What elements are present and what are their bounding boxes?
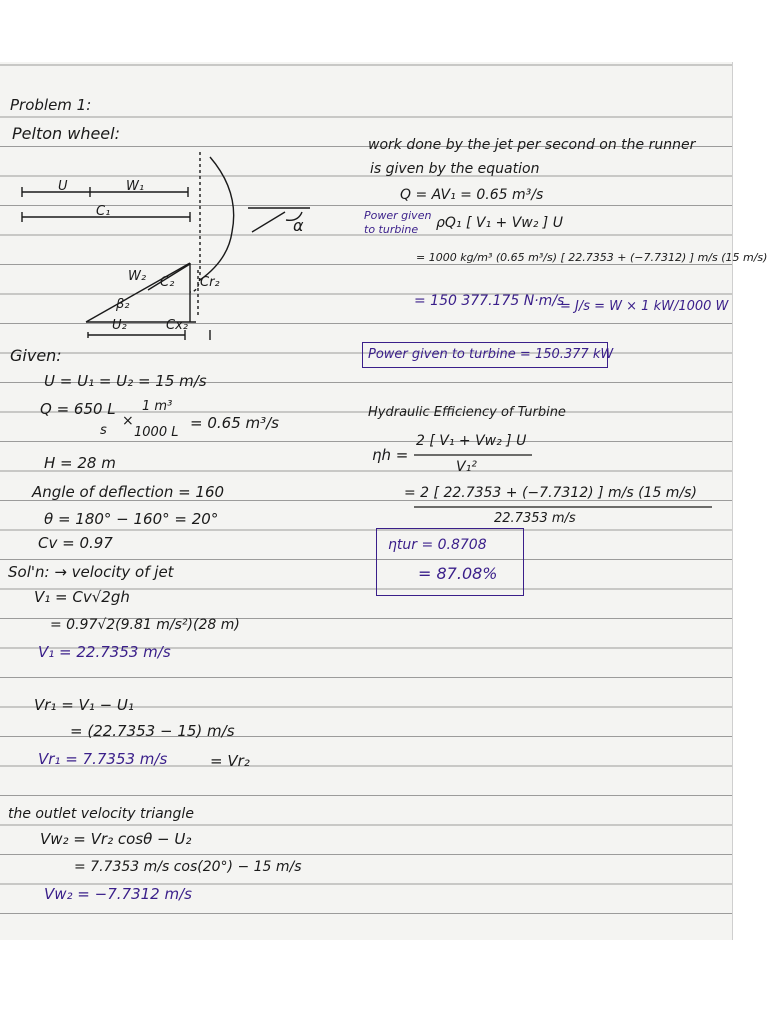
- outlet-heading: the outlet velocity triangle: [8, 806, 194, 822]
- given-q-m3: 1 m³: [142, 399, 173, 414]
- given-q-1000l: 1000 L: [134, 425, 179, 440]
- given-heading: Given:: [10, 346, 62, 365]
- power-label-line2: to turbine: [364, 223, 419, 236]
- efficiency-result: ηtur = 0.8708: [388, 537, 487, 553]
- v1-formula: V₁ = Cv√2gh: [34, 588, 130, 606]
- efficiency-substitution-denominator: 22.7353 m/s: [494, 511, 576, 526]
- velocity-triangle-diagram: [0, 142, 300, 365]
- power-units: = J/s = W × 1 kW/1000 W: [560, 299, 729, 314]
- power-result: Power given to turbine = 150.377 kW: [368, 347, 614, 362]
- efficiency-denominator: V₁²: [456, 459, 477, 475]
- vw2-result: Vw₂ = −7.7312 m/s: [44, 885, 192, 903]
- vr1-substitution: = (22.7353 − 15) m/s: [70, 722, 235, 740]
- vw2-formula: Vw₂ = Vr₂ cosθ − U₂: [40, 830, 192, 848]
- given-cv: Cv = 0.97: [38, 534, 113, 552]
- efficiency-numerator: 2 [ V₁ + Vw₂ ] U: [416, 433, 527, 449]
- vr1-equals-vr2: = Vr₂: [210, 752, 250, 770]
- diagram-w1-label: W₁: [126, 179, 145, 194]
- v1-substitution: = 0.97√2(9.81 m/s²)(28 m): [50, 617, 240, 633]
- given-q: Q = 650 L: [40, 400, 116, 418]
- efficiency-heading: Hydraulic Efficiency of Turbine: [368, 405, 566, 420]
- power-equation: ρQ₁ [ V₁ + Vw₂ ] U: [436, 215, 563, 231]
- diagram-cx2-label: Cx₂: [166, 318, 188, 333]
- diagram-w2-label: W₂: [128, 269, 147, 284]
- efficiency-substitution-numerator: = 2 [ 22.7353 + (−7.7312) ] m/s (15 m/s): [404, 485, 697, 501]
- diagram-u-label: U: [58, 179, 68, 194]
- v1-result: V₁ = 22.7353 m/s: [38, 643, 171, 661]
- diagram-beta2-label: β₂: [116, 297, 130, 312]
- given-q-result: = 0.65 m³/s: [190, 414, 279, 432]
- given-h: H = 28 m: [44, 454, 116, 472]
- notebook-page: [0, 62, 768, 940]
- given-theta: θ = 180° − 160° = 20°: [44, 510, 219, 528]
- vr1-result: Vr₁ = 7.7353 m/s: [38, 750, 168, 768]
- diagram-u2-label: U₂: [112, 318, 127, 333]
- given-q-times: ×: [122, 413, 134, 429]
- efficiency-substitution-bar: [414, 505, 714, 509]
- pelton-subtitle: Pelton wheel:: [12, 124, 120, 143]
- diagram-c2-label: C₂: [160, 275, 175, 290]
- diagram-cr2-label: Cr₂: [200, 275, 220, 290]
- given-q-denominator: s: [100, 423, 107, 438]
- power-value: = 150 377.175 N·m/s: [414, 293, 565, 309]
- discharge-equation: Q = AV₁ = 0.65 m³/s: [400, 187, 544, 203]
- problem-title: Problem 1:: [10, 96, 92, 114]
- work-done-line2: is given by the equation: [370, 161, 540, 177]
- work-done-line1: work done by the jet per second on the runner: [368, 137, 696, 153]
- efficiency-lhs: ηh =: [372, 446, 409, 464]
- power-label-line1: Power given: [364, 209, 432, 222]
- diagram-c1-label: C₁: [96, 204, 111, 219]
- efficiency-percent: = 87.08%: [418, 564, 498, 583]
- efficiency-fraction-bar: [414, 453, 534, 457]
- power-substitution: = 1000 kg/m³ (0.65 m³/s) [ 22.7353 + (−7.7312) ] m/s (15 m/s): [416, 251, 768, 264]
- solution-heading: Sol'n: → velocity of jet: [8, 563, 174, 581]
- given-deflection: Angle of deflection = 160: [32, 483, 225, 501]
- given-u: U = U₁ = U₂ = 15 m/s: [44, 372, 207, 390]
- vr1-formula: Vr₁ = V₁ − U₁: [34, 696, 134, 714]
- vw2-substitution: = 7.7353 m/s cos(20°) − 15 m/s: [74, 859, 302, 875]
- diagram-alpha-label: α: [293, 216, 304, 235]
